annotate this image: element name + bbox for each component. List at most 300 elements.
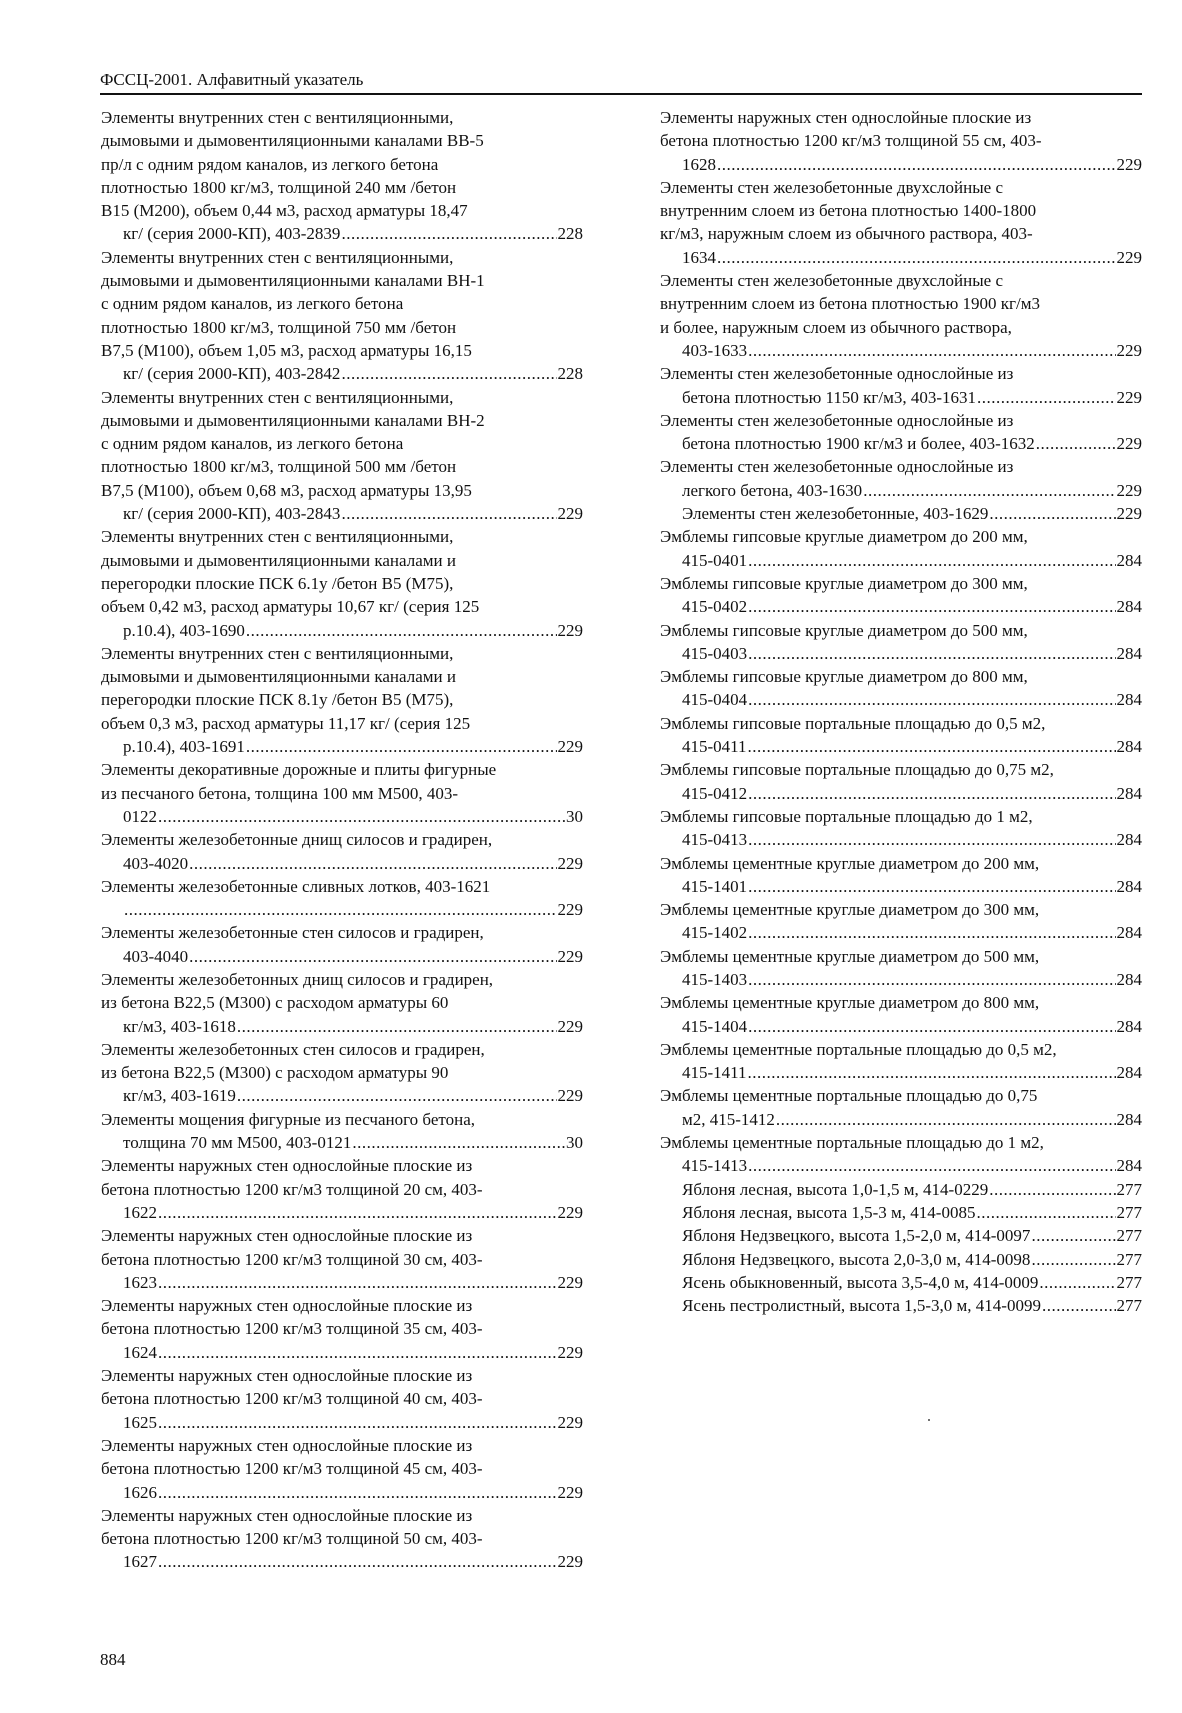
index-entry-text: 1626 — [123, 1482, 157, 1502]
index-entry-text: 415-1401 — [682, 876, 748, 896]
index-entry-text: 415-0413 — [682, 830, 748, 850]
dot-leader — [748, 828, 1115, 851]
index-entry-last-line — [682, 921, 1142, 944]
index-entry-line: Элементы внутренних стен с вентиляционными, — [101, 643, 454, 663]
index-page-ref: 229 — [557, 1342, 583, 1362]
index-entry-text: Ясень обыкновенный, высота 3,5-4,0 м, 414-0009 — [682, 1272, 1039, 1292]
index-entry — [101, 875, 583, 922]
index-entry-text: 403-1633 — [682, 340, 748, 360]
index-entry — [101, 968, 583, 1038]
index-entry-text: кг/ (серия 2000-КП), 403-2843 — [123, 504, 341, 524]
dot-leader — [1031, 1248, 1115, 1271]
index-entry-last-line — [682, 875, 1142, 898]
index-entry-line: пр/л с одним рядом каналов, из легкого бетона — [101, 154, 439, 174]
index-page-ref: 284 — [1116, 1109, 1142, 1129]
index-entry-line: Эмблемы цементные круглые диаметром до 500 мм, — [660, 946, 1040, 966]
index-entry-line: Эмблемы цементные портальные площадью до 1 м2, — [660, 1133, 1044, 1153]
dot-leader — [748, 595, 1115, 618]
index-page-ref: 229 — [557, 1482, 583, 1502]
index-entry — [101, 828, 583, 875]
index-page-ref: 284 — [1116, 597, 1142, 617]
index-entry-line: кг/м3, наружным слоем из обычного раствора, 403- — [660, 224, 1033, 244]
index-entry-line: Элементы железобетонные сливных лотков, 403-1621 — [101, 876, 491, 896]
index-entry-line: Элементы стен железобетонные однослойные из — [660, 364, 1014, 384]
index-entry-text: 1623 — [123, 1272, 157, 1292]
index-page-ref: 229 — [557, 900, 583, 920]
index-entry-text: Яблоня лесная, высота 1,5-3 м, 414-0085 — [682, 1202, 976, 1222]
index-entry-text: 1622 — [123, 1202, 157, 1222]
index-entry-text: 415-1403 — [682, 969, 748, 989]
index-entry-last-line — [682, 153, 1142, 176]
index-page-ref: 229 — [557, 737, 583, 757]
dot-leader — [341, 362, 556, 385]
index-page-ref: 284 — [1116, 1016, 1142, 1036]
index-entry — [660, 991, 1142, 1038]
index-page-ref: 30 — [566, 806, 583, 826]
index-entry — [660, 409, 1142, 456]
index-page-ref: 277 — [1116, 1296, 1142, 1316]
index-entry-last-line — [682, 1294, 1142, 1317]
index-entry-line: из песчаного бетона, толщина 100 мм М500, 403- — [101, 783, 458, 803]
index-entry-last-line — [123, 1201, 583, 1224]
index-entry-text: р.10.4), 403-1690 — [123, 620, 245, 640]
dot-leader — [748, 735, 1116, 758]
index-entry-line: дымовыми и дымовентиляционными каналами ВВ-5 — [101, 131, 484, 151]
index-entry — [660, 269, 1142, 362]
index-entry-line: Элементы стен железобетонные двухслойные с — [660, 177, 1003, 197]
index-entry-text: 415-0412 — [682, 783, 748, 803]
index-entry-line: бетона плотностью 1200 кг/м3 толщиной 40 см, 403- — [101, 1389, 483, 1409]
index-entry-line: дымовыми и дымовентиляционными каналами ВН-2 — [101, 410, 485, 430]
index-entry — [660, 1224, 1142, 1247]
index-entry — [660, 898, 1142, 945]
index-page-ref: 284 — [1116, 830, 1142, 850]
index-page-ref: 284 — [1116, 1063, 1142, 1083]
index-entry-line: Элементы мощения фигурные из песчаного бетона, — [101, 1109, 475, 1129]
dot-leader — [246, 735, 557, 758]
index-entry-last-line — [682, 1061, 1142, 1084]
dot-leader — [1039, 1271, 1115, 1294]
dot-leader — [989, 1178, 1115, 1201]
index-entry — [101, 642, 583, 758]
index-entry — [660, 665, 1142, 712]
index-entry-text: бетона плотностью 1150 кг/м3, 403-1631 — [682, 387, 977, 407]
index-entry-text: 415-0411 — [682, 737, 747, 757]
index-entry-line: с одним рядом каналов, из легкого бетона — [101, 294, 404, 314]
index-page-ref: 229 — [1116, 480, 1142, 500]
index-entry — [660, 1084, 1142, 1131]
index-entry-line: перегородки плоские ПСК 8.1у /бетон В5 (М75), — [101, 690, 454, 710]
index-entry — [660, 502, 1142, 525]
index-entry-text: 0122 — [123, 806, 157, 826]
index-entry-line: Эмблемы цементные круглые диаметром до 200 мм, — [660, 853, 1040, 873]
index-entry-line: Эмблемы цементные портальные площадью до 0,5 м2, — [660, 1039, 1057, 1059]
index-entry — [101, 1154, 583, 1224]
index-page-ref: 229 — [557, 1016, 583, 1036]
index-entry-line: бетона плотностью 1200 кг/м3 толщиной 35 см, 403- — [101, 1319, 483, 1339]
index-entry-last-line — [123, 1341, 583, 1364]
index-entry-line: Элементы внутренних стен с вентиляционными, — [101, 527, 454, 547]
index-page-ref: 229 — [1116, 154, 1142, 174]
index-entry-last-line — [682, 386, 1142, 409]
index-entry — [660, 945, 1142, 992]
index-entry-line: плотностью 1800 кг/м3, толщиной 750 мм /бетон — [101, 317, 457, 337]
index-entry-line: Элементы наружных стен однослойные плоские из — [101, 1226, 473, 1246]
index-entry-line: Элементы внутренних стен с вентиляционными, — [101, 247, 454, 267]
index-entry-last-line — [123, 852, 583, 875]
index-entry — [101, 1364, 583, 1434]
index-page-ref: 30 — [566, 1133, 583, 1153]
index-entry-text: 415-1402 — [682, 923, 748, 943]
index-page-ref: 229 — [557, 946, 583, 966]
index-page-ref: 284 — [1116, 969, 1142, 989]
index-entry-text: Яблоня лесная, высота 1,0-1,5 м, 414-0229 — [682, 1179, 989, 1199]
index-entry-text: кг/м3, 403-1618 — [123, 1016, 236, 1036]
index-page-ref: 277 — [1116, 1179, 1142, 1199]
index-entry-text: 403-4020 — [123, 853, 189, 873]
dot-leader — [158, 1481, 557, 1504]
index-entry-last-line — [123, 945, 583, 968]
index-entry — [101, 1224, 583, 1294]
index-page-ref: 229 — [1116, 340, 1142, 360]
index-entry-text: легкого бетона, 403-1630 — [682, 480, 863, 500]
index-entry-line: В15 (М200), объем 0,44 м3, расход арматуры 18,47 — [101, 201, 468, 221]
index-entry — [101, 1108, 583, 1155]
running-header — [100, 70, 1142, 95]
dot-leader — [976, 1201, 1115, 1224]
index-entry-line: Элементы железобетонные стен силосов и градирен, — [101, 923, 484, 943]
index-entry-line: дымовыми и дымовентиляционными каналами ВН-1 — [101, 271, 485, 291]
index-entry — [101, 386, 583, 526]
index-entry-text: Яблоня Недзвецкого, высота 2,0-3,0 м, 414-0098 — [682, 1249, 1031, 1269]
dot-leader — [776, 1108, 1116, 1131]
index-entry-line: плотностью 1800 кг/м3, толщиной 500 мм /бетон — [101, 457, 457, 477]
dot-leader — [717, 246, 1116, 269]
index-page-ref: 277 — [1116, 1226, 1142, 1246]
index-page-ref: 229 — [557, 1202, 583, 1222]
index-entry — [101, 1504, 583, 1574]
index-entry-line: бетона плотностью 1200 кг/м3 толщиной 55 см, 403- — [660, 131, 1042, 151]
index-entry-line: Эмблемы цементные круглые диаметром до 800 мм, — [660, 993, 1040, 1013]
index-entry-last-line — [682, 1178, 1142, 1201]
index-page-ref: 229 — [557, 853, 583, 873]
dot-leader — [341, 502, 556, 525]
index-entry-line: В7,5 (М100), объем 0,68 м3, расход арматуры 13,95 — [101, 480, 472, 500]
dot-leader — [352, 1131, 565, 1154]
index-page-ref: 228 — [557, 224, 583, 244]
index-entry — [660, 758, 1142, 805]
dot-leader — [124, 898, 557, 921]
index-entry — [101, 758, 583, 828]
index-entry-last-line — [682, 246, 1142, 269]
index-entry-last-line — [682, 339, 1142, 362]
index-entry — [660, 1038, 1142, 1085]
index-entry-last-line — [682, 782, 1142, 805]
dot-leader — [748, 688, 1115, 711]
dot-leader — [158, 1411, 557, 1434]
index-page-ref: 277 — [1116, 1202, 1142, 1222]
index-entry-line: внутренним слоем из бетона плотностью 1400-1800 — [660, 201, 1037, 221]
index-entry-line: Эмблемы гипсовые круглые диаметром до 500 мм, — [660, 620, 1028, 640]
dot-leader — [748, 875, 1115, 898]
dot-leader — [748, 642, 1115, 665]
index-entry-text: Ясень пестролистный, высота 1,5-3,0 м, 414-0099 — [682, 1296, 1041, 1316]
index-entry — [660, 712, 1142, 759]
dot-leader — [863, 479, 1115, 502]
index-entry-text: 415-0403 — [682, 643, 748, 663]
index-entry-line: перегородки плоские ПСК 6.1у /бетон В5 (М75), — [101, 573, 454, 593]
index-entry-line: Элементы железобетонных стен силосов и градирен, — [101, 1039, 485, 1059]
dot-leader — [189, 852, 556, 875]
index-entry-line: Элементы наружных стен однослойные плоские из — [101, 1366, 473, 1386]
index-entry-last-line — [123, 1411, 583, 1434]
index-entry-last-line — [682, 1154, 1142, 1177]
index-entry-line: Эмблемы гипсовые круглые диаметром до 200 мм, — [660, 527, 1028, 547]
index-entry-text: 1634 — [682, 247, 716, 267]
index-page-ref: 284 — [1116, 550, 1142, 570]
index-page-ref: 284 — [1116, 643, 1142, 663]
index-entry-text: 1624 — [123, 1342, 157, 1362]
index-column-right — [660, 106, 1142, 1317]
index-entry-line: и более, наружным слоем из обычного раствора, — [660, 317, 1012, 337]
index-column-left — [101, 106, 583, 1574]
dot-leader — [158, 1271, 557, 1294]
index-entry-line: объем 0,42 м3, расход арматуры 10,67 кг/ (серия 125 — [101, 597, 480, 617]
index-entry-text: 403-4040 — [123, 946, 189, 966]
index-entry-line: дымовыми и дымовентиляционными каналами и — [101, 667, 456, 687]
index-entry-line: плотностью 1800 кг/м3, толщиной 240 мм /бетон — [101, 177, 457, 197]
index-entry-last-line — [682, 642, 1142, 665]
index-entry-text: 415-0402 — [682, 597, 748, 617]
index-entry-last-line — [682, 432, 1142, 455]
index-page-ref: 284 — [1116, 876, 1142, 896]
index-entry-text: 1628 — [682, 154, 716, 174]
index-entry-line: Эмблемы гипсовые портальные площадью до 0,75 м2, — [660, 760, 1054, 780]
index-entry-line: Элементы наружных стен однослойные плоские из — [660, 108, 1032, 127]
index-entry — [660, 106, 1142, 176]
index-page-ref: 229 — [1116, 247, 1142, 267]
index-page-ref: 229 — [1116, 434, 1142, 454]
index-entry-text: 1627 — [123, 1552, 157, 1572]
index-entry — [660, 1201, 1142, 1224]
dot-leader — [158, 1201, 557, 1224]
dot-leader — [748, 1015, 1115, 1038]
index-entry-line: Элементы железобетонных днищ силосов и градирен, — [101, 969, 494, 989]
index-entry-last-line — [682, 502, 1142, 525]
index-entry-line: из бетона В22,5 (М300) с расходом арматуры 60 — [101, 993, 449, 1013]
index-entry — [101, 921, 583, 968]
index-entry-last-line — [123, 1481, 583, 1504]
index-page-ref: 284 — [1116, 1156, 1142, 1176]
index-entry — [660, 572, 1142, 619]
index-entry — [660, 1178, 1142, 1201]
index-page-ref: 284 — [1116, 783, 1142, 803]
index-entry-text: 1625 — [123, 1412, 157, 1432]
dot-leader — [748, 968, 1115, 991]
index-entry-text: бетона плотностью 1900 кг/м3 и более, 403-1632 — [682, 434, 1035, 454]
index-entry — [660, 525, 1142, 572]
index-entry-text: 415-1413 — [682, 1156, 748, 1176]
index-entry — [660, 1131, 1142, 1178]
index-page-ref: 229 — [557, 1272, 583, 1292]
index-entry — [660, 362, 1142, 409]
dot-leader — [989, 502, 1115, 525]
index-entry-line: дымовыми и дымовентиляционными каналами и — [101, 550, 456, 570]
index-entry — [660, 176, 1142, 269]
index-entry-line: Эмблемы гипсовые портальные площадью до 0,5 м2, — [660, 713, 1046, 733]
index-page-ref: 228 — [557, 364, 583, 384]
dot-leader — [341, 222, 556, 245]
index-entry-last-line — [682, 828, 1142, 851]
index-page-ref: 229 — [1116, 504, 1142, 524]
index-entry-last-line — [682, 1108, 1142, 1131]
index-page-ref: 284 — [1116, 737, 1142, 757]
index-page-ref: 284 — [1116, 690, 1142, 710]
index-entry — [660, 619, 1142, 666]
dot-leader — [748, 782, 1115, 805]
index-entry-last-line — [682, 1224, 1142, 1247]
page-number: 884 — [100, 1650, 126, 1669]
index-entry-last-line — [123, 1131, 583, 1154]
index-entry-line: из бетона В22,5 (М300) с расходом арматуры 90 — [101, 1063, 449, 1083]
index-entry-line: Элементы внутренних стен с вентиляционными, — [101, 387, 454, 407]
index-page-ref: 229 — [557, 1086, 583, 1106]
index-page-ref: 284 — [1116, 923, 1142, 943]
index-entry — [101, 525, 583, 641]
index-page-ref: 229 — [557, 504, 583, 524]
index-entry-text: Элементы стен железобетонные, 403-1629 — [682, 504, 989, 524]
dot-leader — [748, 1061, 1116, 1084]
index-entry — [660, 852, 1142, 899]
index-entry-last-line — [682, 549, 1142, 572]
index-entry-line: Элементы наружных стен однослойные плоские из — [101, 1505, 473, 1525]
index-entry-last-line — [682, 688, 1142, 711]
dot-leader — [717, 153, 1116, 176]
dot-leader — [748, 549, 1115, 572]
print-speck — [928, 1419, 930, 1421]
index-entry-line: Элементы внутренних стен с вентиляционными, — [101, 108, 454, 127]
index-entry-text: 415-1404 — [682, 1016, 748, 1036]
index-entry-line: с одним рядом каналов, из легкого бетона — [101, 434, 404, 454]
index-page-ref: 229 — [1116, 387, 1142, 407]
index-entry-last-line — [682, 735, 1142, 758]
index-entry-text: кг/ (серия 2000-КП), 403-2842 — [123, 364, 341, 384]
header-title: ФССЦ-2001. Алфавитный указатель — [100, 70, 364, 89]
index-entry-line: Элементы стен железобетонные однослойные из — [660, 410, 1014, 430]
index-page-ref: 277 — [1116, 1272, 1142, 1292]
index-entry-line: Эмблемы цементные портальные площадью до 0,75 — [660, 1086, 1038, 1106]
index-entry-text: Яблоня Недзвецкого, высота 1,5-2,0 м, 414-0097 — [682, 1226, 1031, 1246]
index-entry-line: Элементы декоративные дорожные и плиты фигурные — [101, 760, 497, 780]
index-page-ref: 277 — [1116, 1249, 1142, 1269]
index-entry-line: внутренним слоем из бетона плотностью 1900 кг/м3 — [660, 294, 1040, 314]
index-page-ref: 229 — [557, 620, 583, 640]
dot-leader — [748, 339, 1115, 362]
index-entry-line: объем 0,3 м3, расход арматуры 11,17 кг/ (серия 125 — [101, 713, 471, 733]
dot-leader — [237, 1084, 557, 1107]
index-entry-last-line — [682, 479, 1142, 502]
index-entry-line: Элементы наружных стен однослойные плоские из — [101, 1296, 473, 1316]
index-page-ref: 229 — [557, 1552, 583, 1572]
index-entry-last-line — [123, 1015, 583, 1038]
index-entry — [101, 106, 583, 246]
index-entry-line: бетона плотностью 1200 кг/м3 толщиной 45 см, 403- — [101, 1459, 483, 1479]
dot-leader — [1042, 1294, 1116, 1317]
index-entry — [660, 1294, 1142, 1317]
index-entry-last-line — [123, 735, 583, 758]
index-entry-line: бетона плотностью 1200 кг/м3 толщиной 50 см, 403- — [101, 1529, 483, 1549]
index-entry — [660, 455, 1142, 502]
index-entry-last-line — [682, 1271, 1142, 1294]
index-entry-last-line — [123, 1084, 583, 1107]
index-entry-line: Элементы стен железобетонные однослойные из — [660, 457, 1014, 477]
index-entry-text: 415-1411 — [682, 1063, 747, 1083]
index-entry-line: Элементы наружных стен однослойные плоские из — [101, 1435, 473, 1455]
index-entry-last-line — [123, 1271, 583, 1294]
index-entry-text: кг/м3, 403-1619 — [123, 1086, 236, 1106]
index-entry-line: Эмблемы гипсовые портальные площадью до 1 м2, — [660, 806, 1033, 826]
dot-leader — [748, 921, 1115, 944]
index-entry-last-line — [123, 805, 583, 828]
index-entry-last-line — [682, 1248, 1142, 1271]
index-entry-text: 415-0404 — [682, 690, 748, 710]
index-entry-last-line — [123, 898, 583, 921]
dot-leader — [158, 805, 565, 828]
index-entry — [660, 805, 1142, 852]
index-entry-line: Эмблемы гипсовые круглые диаметром до 800 мм, — [660, 667, 1028, 687]
index-page-ref: 229 — [557, 1412, 583, 1432]
dot-leader — [189, 945, 556, 968]
index-entry-text: толщина 70 мм М500, 403-0121 — [123, 1133, 352, 1153]
dot-leader — [158, 1341, 557, 1364]
index-entry-last-line — [682, 1201, 1142, 1224]
index-entry-text: 415-0401 — [682, 550, 748, 570]
index-entry-line: Элементы наружных стен однослойные плоские из — [101, 1156, 473, 1176]
index-entry — [660, 1271, 1142, 1294]
index-entry-line: Эмблемы цементные круглые диаметром до 300 мм, — [660, 900, 1040, 920]
index-entry-text: р.10.4), 403-1691 — [123, 737, 245, 757]
index-entry-last-line — [123, 1550, 583, 1573]
index-entry — [660, 1248, 1142, 1271]
index-entry-line: Элементы стен железобетонные двухслойные с — [660, 271, 1003, 291]
dot-leader — [1036, 432, 1116, 455]
index-entry — [101, 1434, 583, 1504]
index-entry — [101, 246, 583, 386]
index-entry-last-line — [682, 968, 1142, 991]
index-entry-last-line — [123, 222, 583, 245]
index-entry-last-line — [123, 502, 583, 525]
index-entry-text: кг/ (серия 2000-КП), 403-2839 — [123, 224, 341, 244]
index-entry-line: Эмблемы гипсовые круглые диаметром до 300 мм, — [660, 573, 1028, 593]
index-entry-text: м2, 415-1412 — [682, 1109, 775, 1129]
dot-leader — [246, 619, 557, 642]
dot-leader — [158, 1550, 557, 1573]
index-entry — [101, 1294, 583, 1364]
dot-leader — [237, 1015, 557, 1038]
index-entry-line: В7,5 (М100), объем 1,05 м3, расход арматуры 16,15 — [101, 340, 472, 360]
index-entry-last-line — [123, 619, 583, 642]
dot-leader — [1031, 1224, 1115, 1247]
index-entry-line: бетона плотностью 1200 кг/м3 толщиной 30 см, 403- — [101, 1249, 483, 1269]
dot-leader — [977, 386, 1115, 409]
index-entry-last-line — [682, 1015, 1142, 1038]
index-entry — [101, 1038, 583, 1108]
index-entry-last-line — [682, 595, 1142, 618]
index-entry-last-line — [123, 362, 583, 385]
index-entry-line: Элементы железобетонные днищ силосов и градирен, — [101, 830, 493, 850]
index-entry-line: бетона плотностью 1200 кг/м3 толщиной 20 см, 403- — [101, 1179, 483, 1199]
dot-leader — [748, 1154, 1115, 1177]
